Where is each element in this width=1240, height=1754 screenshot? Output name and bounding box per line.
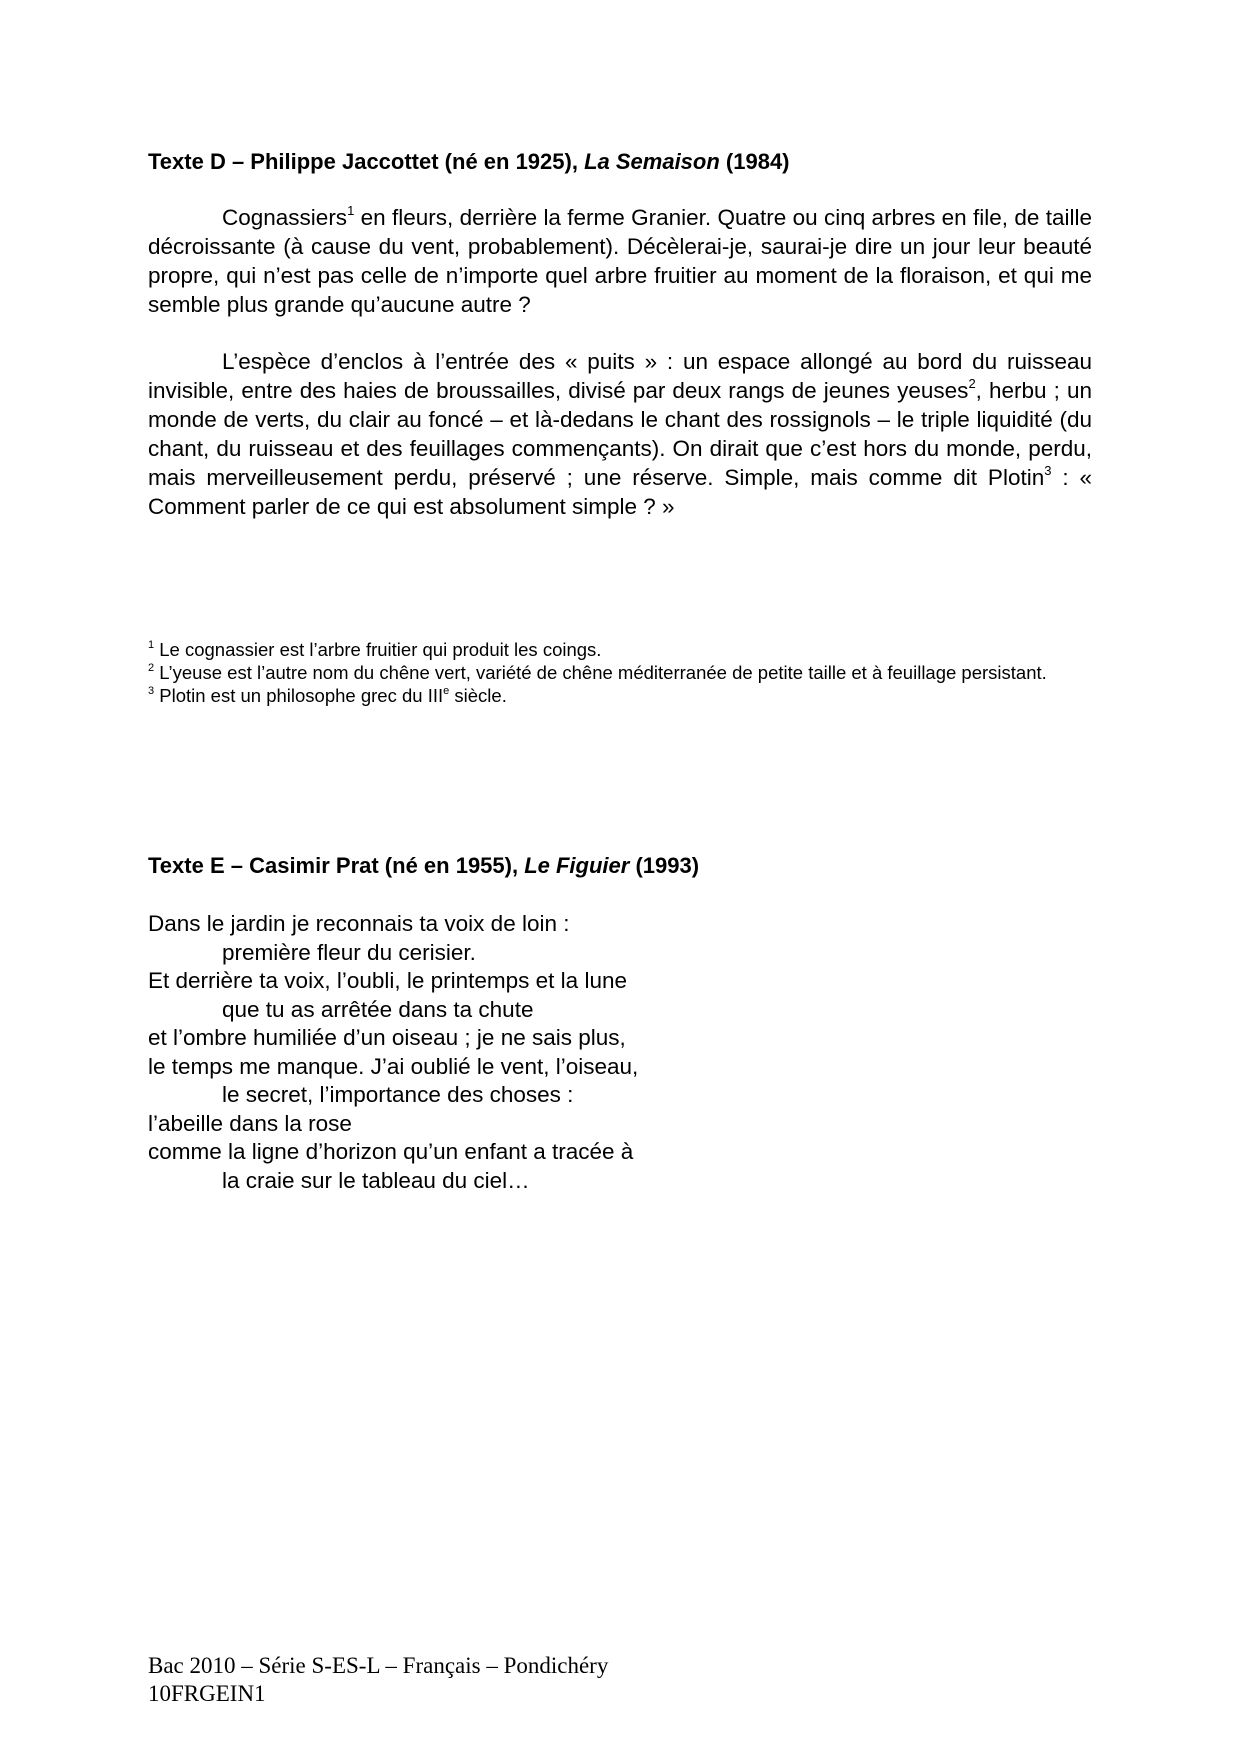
paragraph-1-part-1: Cognassiers <box>222 205 348 230</box>
paragraph-2-part-2: , herbu ; un monde de verts, du clair au foncé – et là-dedans le chant des rossignols – le triple liquidité (du chant, du ruisseau et des feuillages commençants). On dirait que c’est hors du monde, perdu, mais merveilleusement perdu, préservé ; une réserve. Simple, mais comme dit Plotin <box>148 378 1092 490</box>
footnotes <box>148 638 1092 707</box>
texte-e-work-title: Le Figuier <box>524 853 630 878</box>
footnote-ref-1: 1 <box>347 203 355 218</box>
texte-d-work-title: La Semaison <box>584 149 720 174</box>
footnote-ref-2: 2 <box>968 376 976 391</box>
texte-e-poem <box>148 910 1092 1195</box>
footnote-1-text: Le cognassier est l’arbre fruitier qui produit les coings. <box>154 639 602 660</box>
paragraph-2-part-1: L’espèce d’enclos à l’entrée des « puits » : un espace allongé au bord du ruisseau invisible, entre des haies de broussailles, divisé par deux rangs de jeunes yeuses <box>148 349 1092 403</box>
verse-line: première fleur du cerisier. <box>222 939 476 965</box>
document-page <box>148 0 1092 1754</box>
texte-d-heading-year: (1984) <box>719 149 790 174</box>
footnote-3-superscript: e <box>443 685 450 697</box>
footnote-2 <box>148 661 1092 684</box>
footer-code-line: 10FRGEIN1 <box>148 1681 266 1706</box>
footnote-ref-3: 3 <box>1044 463 1052 478</box>
texte-e-heading <box>148 852 699 880</box>
footnote-1 <box>148 638 1092 661</box>
verse-line: Et derrière ta voix, l’oubli, le printemps et la lune <box>148 968 627 993</box>
footnote-3-number: 3 <box>148 685 155 697</box>
texte-d-heading <box>148 148 790 176</box>
verse-line: comme la ligne d’horizon qu’un enfant a tracée à <box>148 1139 634 1164</box>
texte-e-heading-prefix: Texte E – Casimir Prat (né en 1955), <box>148 853 525 878</box>
verse-line: l’abeille dans la rose <box>148 1110 352 1136</box>
texte-d-paragraph-2 <box>148 347 1092 521</box>
footer-exam-line: Bac 2010 – Série S-ES-L – Français – Pondichéry <box>148 1653 609 1678</box>
texte-d-paragraph-1 <box>148 203 1092 319</box>
footnote-3 <box>148 684 1092 707</box>
footnote-3-text-after: siècle. <box>449 685 507 706</box>
verse-line: la craie sur le tableau du ciel… <box>222 1167 530 1193</box>
verse-line: le temps me manque. J’ai oublié le vent, l’oiseau, <box>148 1053 639 1079</box>
texte-e-heading-year: (1993) <box>629 853 700 878</box>
verse-line: le secret, l’importance des choses : <box>222 1082 574 1107</box>
footnote-1-number: 1 <box>148 639 155 651</box>
verse-line: que tu as arrêtée dans ta chute <box>222 996 534 1022</box>
footnote-3-text: Plotin est un philosophe grec du III <box>154 685 444 706</box>
paragraph-2-part-3: : « Comment parler de ce qui est absolument simple ? » <box>148 465 1092 519</box>
page-footer <box>148 1652 608 1708</box>
verse-line: et l’ombre humiliée d’un oiseau ; je ne sais plus, <box>148 1025 626 1050</box>
footnote-2-text: L’yeuse est l’autre nom du chêne vert, variété de chêne méditerranée de petite taille et à feuillage persistant. <box>154 662 1047 683</box>
footnote-2-number: 2 <box>148 662 155 674</box>
paragraph-1-part-2: en fleurs, derrière la ferme Granier. Quatre ou cinq arbres en file, de taille décroissante (à cause du vent, probablement). Décèlerai-je, saurai-je dire un jour leur beauté propre, qui n’est pas celle de n’importe quel arbre fruitier au moment de la floraison, et qui me semble plus grande qu’aucune autre ? <box>148 205 1092 317</box>
texte-d-heading-prefix: Texte D – Philippe Jaccottet (né en 1925), <box>148 149 585 174</box>
verse-line: Dans le jardin je reconnais ta voix de loin : <box>148 911 570 936</box>
